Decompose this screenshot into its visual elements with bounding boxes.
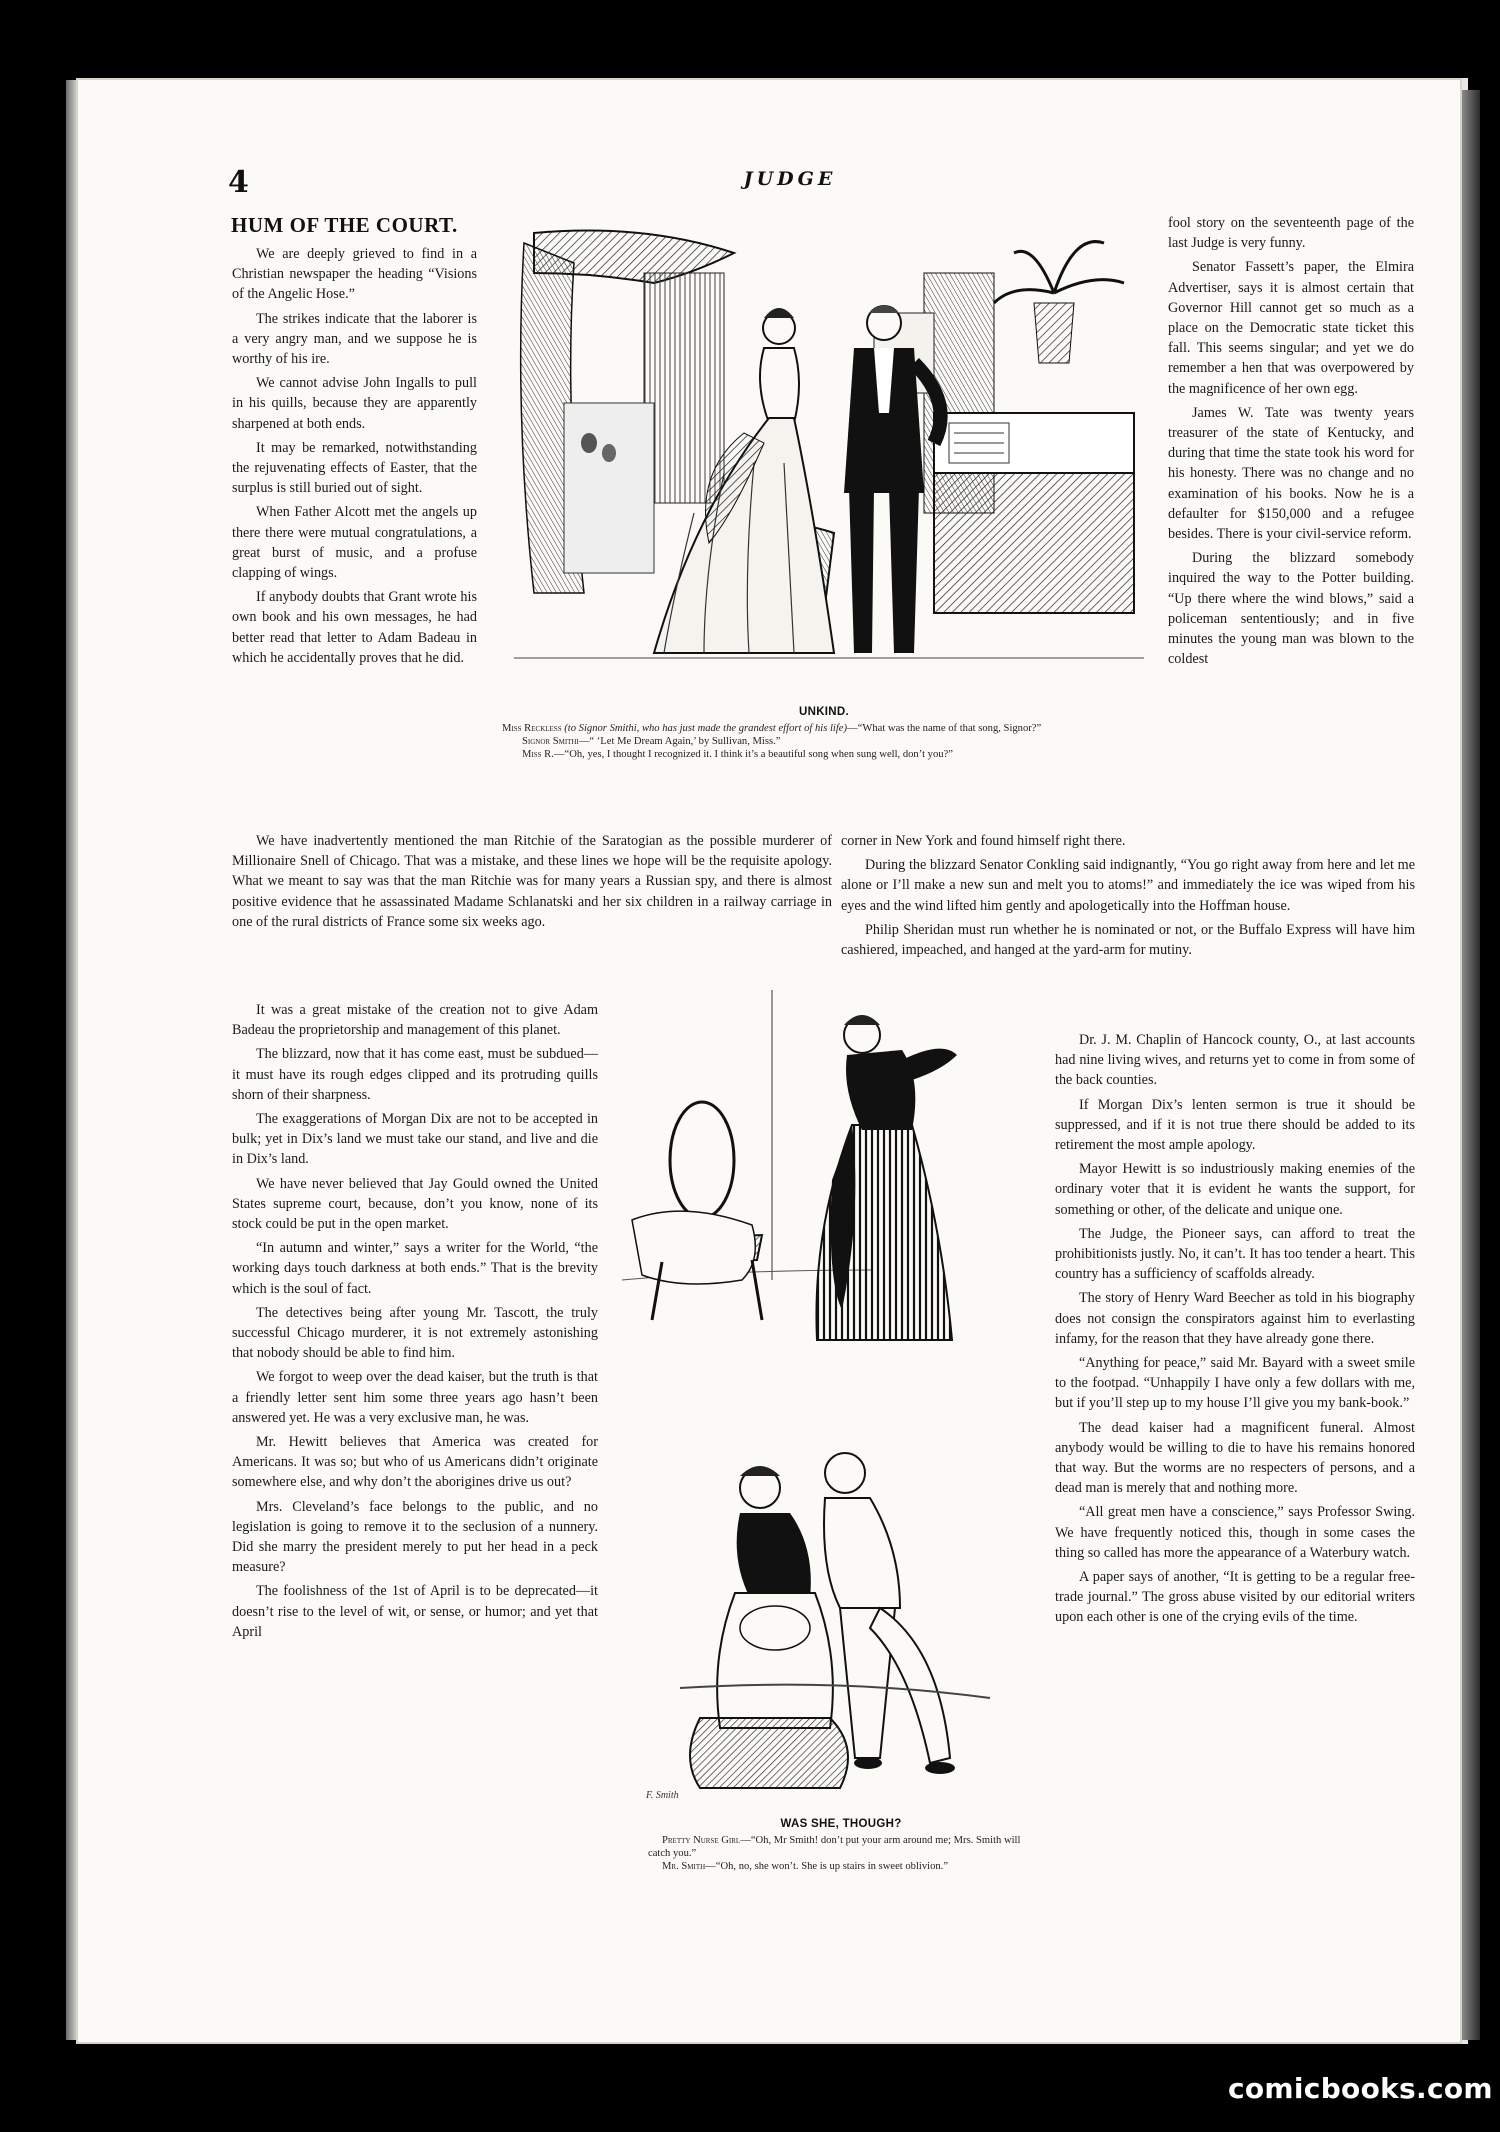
paragraph: A paper says of another, “It is getting to be a regular free-trade journal.” The gross abuse visited by our editorial writers upon each other is one of the crying evils of the time.	[1055, 1569, 1415, 1626]
paragraph: During the blizzard Senator Conkling said indignantly, “You go right away from here and let me alone or I’ll make a new sun and melt you to atoms!” and immediately the ice was wiped from his eyes and the wind lifted him gently and apologetically into the Hoffman house.	[841, 857, 1415, 914]
paragraph: During the blizzard somebody inquired the way to the Potter building. “Up there where the wind blows,” said a policeman sententiously; and in five minutes the young man was blown to the coldest	[1168, 550, 1414, 668]
caption-speaker: Pretty Nurse Girl	[662, 1835, 741, 1846]
paragraph: It was a great mistake of the creation not to give Adam Badeau the proprietorship and management of this planet.	[232, 1002, 598, 1039]
caption-title-unkind: UNKIND.	[798, 706, 849, 718]
illustration-unkind	[494, 213, 1154, 693]
caption-line: —“What was the name of that song, Signor?”	[847, 723, 1042, 734]
caption-title-was-she: WAS SHE, THOUGH?	[780, 1818, 902, 1830]
column-right-lower	[1055, 1030, 1415, 1632]
caption-was-she	[648, 1834, 1042, 1873]
couple-on-bench-drawing	[640, 1428, 1042, 1810]
caption-line: —“Oh, yes, I thought I recognized it. I think it’s a beautiful song when sung well, don’t you?”	[553, 749, 953, 760]
paragraph: If anybody doubts that Grant wrote his own book and his own messages, he had better read that letter to Adam Badeau in which he accidentally proves that he did.	[232, 589, 477, 666]
paragraph: We forgot to weep over the dead kaiser, but the truth is that a friendly letter sent him some three years ago hasn’t been answered yet. He was a very exclusive man, he was.	[232, 1369, 598, 1426]
paragraph: Dr. J. M. Chaplin of Hancock county, O., at last accounts had nine living wives, and returns yet to come in from some of the back counties.	[1055, 1032, 1415, 1089]
paragraph: Philip Sheridan must run whether he is nominated or not, or the Buffalo Express will have him cashiered, impeached, and hanged at the yard-arm for mutiny.	[841, 921, 1415, 959]
paragraph: We have never believed that Jay Gould owned the United States supreme court, because, don’t you know, none of its stock could be put in the open market.	[232, 1175, 598, 1233]
page-number: 4	[228, 165, 249, 200]
paragraph: The detectives being after young Mr. Tascott, the truly successful Chicago murderer, it is not extremely astonishing that nobody should be able to find him.	[232, 1304, 598, 1362]
caption-line: —“Oh, Mr Smith! don’t put your arm around me; Mrs. Smith will catch you.”	[648, 1835, 1021, 1859]
paragraph: The dead kaiser had a magnificent funeral. Almost anybody would be willing to die to have his remains honored that way. But the worms are no respecters of persons, and a dead man is merely that and nothing more.	[1055, 1419, 1415, 1497]
book-spine-shadow	[66, 80, 76, 2040]
paragraph-wide-right	[841, 831, 1415, 964]
column-left-upper	[232, 244, 477, 672]
artist-signature: F. Smith	[646, 1790, 679, 1801]
paragraph: It may be remarked, notwithstanding the rejuvenating effects of Easter, that the surplus is still buried out of sight.	[232, 439, 477, 497]
paragraph-wide-left	[232, 831, 832, 936]
column-left-lower	[232, 1000, 598, 1646]
caption-line: —“ ‘Let Me Dream Again,’ by Sullivan, Miss.”	[578, 736, 781, 747]
watermark: comicbooks.com	[1228, 2072, 1493, 2105]
parlor-scene-drawing	[494, 213, 1154, 693]
caption-direction: (to Signor Smithi, who has just made the grandest effort of his life)	[564, 723, 848, 734]
caption-speaker: Miss Reckless	[502, 723, 562, 734]
paragraph: The Judge, the Pioneer says, can afford to treat the prohibitionists justly. No, it can’t. It has too tender a heart. This country has a sufficiency of scaffolds already.	[1055, 1225, 1415, 1283]
paragraph: Mr. Hewitt believes that America was created for Americans. It was so; but who of us Americans didn’t originate somewhere else, and why don’t the aborigines drive us out?	[232, 1434, 598, 1491]
lady-chair-drawing	[612, 980, 1042, 1360]
paragraph: “In autumn and winter,” says a writer for the World, “the working days touch darkness at both ends.” That is the brevity which is the soul of fact.	[232, 1240, 598, 1297]
paragraph: The blizzard, now that it has come east, must be subdued—it must have its rough edges clipped and its protruding quills shorn of their sharpness.	[232, 1046, 598, 1103]
paragraph: James W. Tate was twenty years treasurer of the state of Kentucky, and during that time the state took his word for his honesty. There was no change and no examination of his books. Now he is a defaulter for $150,000 and a refugee besides. There is your civil-service reform.	[1168, 404, 1414, 543]
next-page-edge	[1462, 90, 1480, 2040]
paragraph: Mrs. Cleveland’s face belongs to the public, and no legislation is going to remove it to the seclusion of a nunnery. Did she marry the president merely to put her head in a peck measure?	[232, 1498, 598, 1576]
paragraph: We cannot advise John Ingalls to pull in his quills, because they are apparently sharpened at both ends.	[232, 375, 477, 432]
paragraph: The strikes indicate that the laborer is a very angry man, and we suppose he is worthy of his ire.	[232, 310, 477, 368]
running-head: JUDGE	[743, 168, 837, 190]
paragraph: Mayor Hewitt is so industriously making enemies of the ordinary voter that it is evident he wants the support, for something or other, of the delicate and unique one.	[1055, 1161, 1415, 1218]
paragraph: “All great men have a conscience,” says Professor Swing. We have frequently noticed this, though in some cases the thing so called has more the appearance of a Waterbury watch.	[1055, 1504, 1415, 1561]
paragraph: corner in New York and found himself right there.	[841, 833, 1126, 849]
column-right-upper	[1168, 213, 1414, 673]
paragraph: We have inadvertently mentioned the man Ritchie of the Saratogian as the possible murderer of Millionaire Snell of Chicago. That was a mistake, and these lines we hope will be the requisite apology. What we meant to say was that the man Ritchie was for many years a Russian spy, and there is almost positive evidence that he assassinated Madame Schlanatski and her six children in a railway carriage in one of the rural districts of France some six weeks ago.	[232, 833, 832, 930]
paragraph: The foolishness of the 1st of April is to be deprecated—it doesn’t rise to the level of wit, or sense, or humor; and yet that April	[232, 1583, 598, 1640]
paragraph: We are deeply grieved to find in a Christian newspaper the heading “Visions of the Angelic Hose.”	[232, 246, 477, 303]
paragraph: The exaggerations of Morgan Dix are not to be accepted in bulk; yet in Dix’s land we must take our stand, and live and die in Dix’s land.	[232, 1111, 598, 1168]
caption-speaker: Miss R.	[522, 749, 554, 760]
paragraph: The story of Henry Ward Beecher as told in his biography does not consign the conspirators against him to everlasting infamy, for the reason that they have already gone there.	[1055, 1290, 1415, 1347]
illustration-was-she-though	[640, 1428, 1042, 1810]
paragraph: fool story on the seventeenth page of the last Judge is very funny.	[1168, 215, 1414, 252]
paragraph: If Morgan Dix’s lenten sermon is true it should be suppressed, and if it is not true there should be added to its retirement the most ample apology.	[1055, 1096, 1415, 1154]
illustration-lady-and-chair	[612, 980, 1042, 1360]
caption-speaker: Signor Smithi	[522, 736, 579, 747]
caption-speaker: Mr. Smith	[662, 1861, 706, 1872]
paragraph: Senator Fassett’s paper, the Elmira Advertiser, says it is almost certain that Governor Hill cannot get so much as a place on the Democratic state ticket this fall. This seems singular; and yet we do remember a hen that was overpowered by the magnificence of her own egg.	[1168, 259, 1414, 397]
paragraph: When Father Alcott met the angels up there there were mutual congratulations, a great burst of music, and a profuse clapping of wings.	[232, 504, 477, 582]
caption-line: —“Oh, no, she won’t. She is up stairs in sweet oblivion.”	[705, 1861, 949, 1872]
article-title: HUM OF THE COURT.	[231, 213, 458, 237]
paragraph: “Anything for peace,” said Mr. Bayard with a sweet smile to the footpad. “Unhappily I have only a few dollars with me, but if you’ll step up to my house I’ll give you my bank-book.”	[1055, 1355, 1415, 1412]
caption-unkind	[502, 722, 1154, 761]
